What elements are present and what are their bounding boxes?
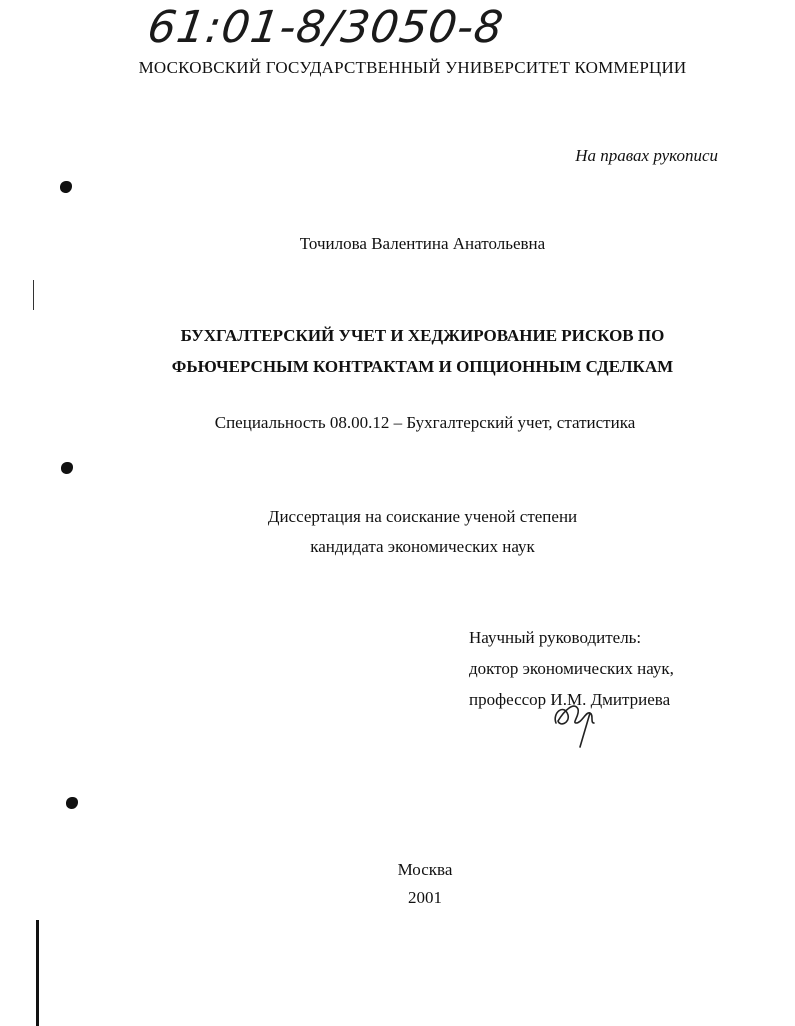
supervisor-label: Научный руководитель:: [469, 628, 642, 647]
university-name: МОСКОВСКИЙ ГОСУДАРСТВЕННЫЙ УНИВЕРСИТЕТ КОММЕРЦИИ: [138, 58, 687, 77]
binding-hole-3: [66, 797, 78, 809]
city: Москва: [397, 860, 453, 879]
author-name: Точилова Валентина Анатольевна: [299, 234, 546, 253]
specialty: Специальность 08.00.12 – Бухгалтерский учет, статистика: [214, 413, 636, 432]
supervisor-degree: доктор экономических наук,: [469, 659, 674, 678]
scan-margin-mark: [33, 280, 34, 310]
dissertation-title: [0, 320, 795, 382]
binding-hole-2: [61, 462, 73, 474]
degree-line-2: кандидата экономических наук: [310, 537, 535, 556]
archive-code: 61:01-8/3050-8: [144, 2, 507, 53]
year: 2001: [408, 888, 442, 907]
title-line-1: БУХГАЛТЕРСКИЙ УЧЕТ И ХЕДЖИРОВАНИЕ РИСКОВ ПО: [180, 326, 665, 345]
degree-line-1: Диссертация на соискание ученой степени: [267, 507, 578, 526]
manuscript-note: На правах рукописи: [575, 146, 718, 165]
binding-hole-1: [60, 181, 72, 193]
signature: [550, 693, 602, 749]
supervisor-name: профессор И.М. Дмитриева: [469, 690, 671, 709]
degree-statement: [0, 502, 795, 562]
title-line-2: ФЬЮЧЕРСНЫМ КОНТРАКТАМ И ОПЦИОННЫМ СДЕЛКАМ: [171, 357, 674, 376]
scan-margin-mark: [36, 920, 39, 1026]
